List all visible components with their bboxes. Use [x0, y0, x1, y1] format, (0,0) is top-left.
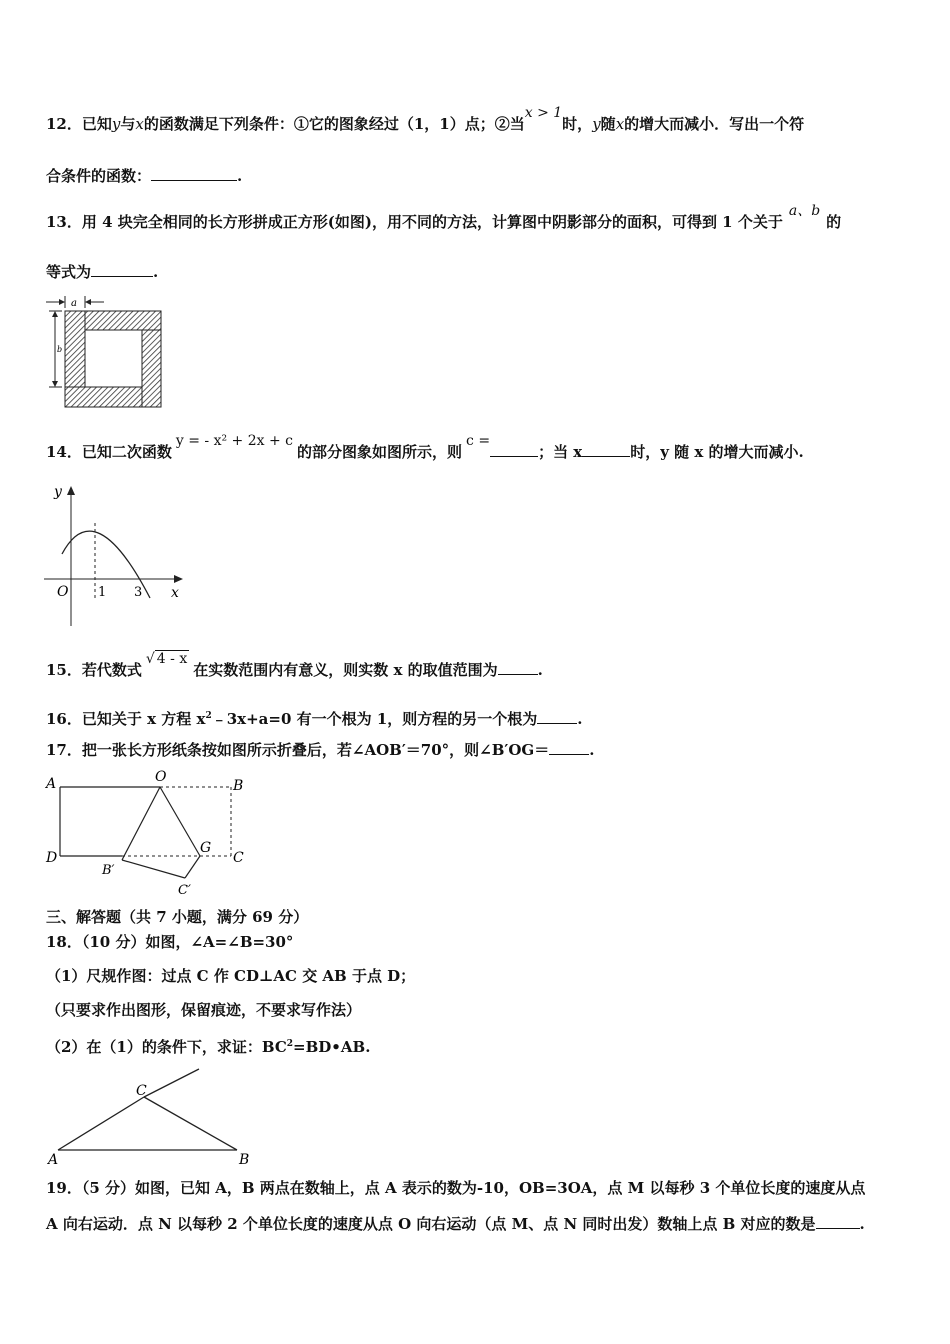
q13-vars: a、b [788, 203, 821, 219]
section-heading: 三、解答题（共 7 小题，满分 69 分） [46, 908, 309, 926]
inner-square [85, 330, 142, 387]
q12-text: . [237, 167, 243, 185]
q12-text: 合条件的函数： [46, 167, 152, 185]
answer-blank[interactable] [537, 709, 577, 724]
q12-text: 12．已知 [46, 115, 112, 133]
q17-fold-figure [40, 770, 260, 900]
q15-text: 15．若代数式 [46, 661, 142, 679]
label-1: 1 [98, 585, 107, 600]
q15-line [46, 651, 543, 681]
label-C: C [136, 1083, 147, 1099]
label-b: b [57, 345, 63, 354]
answer-blank[interactable] [582, 442, 630, 457]
label-3: 3 [134, 585, 143, 600]
q14-parabola-figure [40, 480, 190, 630]
label-B: B [233, 778, 244, 794]
q17-text: 17．把一张长方形纸条按如图所示折叠后，若∠AOB′＝70°，则∠B′OG＝ [46, 741, 550, 759]
label-C-prime: C′ [178, 883, 191, 898]
q15-text: . [537, 661, 543, 679]
q14-formula: y = - x² + 2x + c [175, 433, 294, 449]
q12-text: 与 [120, 115, 136, 133]
q18-line1: 18．（10 分）如图，∠A=∠B=30° [46, 933, 294, 951]
q13-line1 [46, 203, 842, 233]
q14-c-eq: c = [466, 433, 491, 449]
q12-condition: x > 1 [524, 105, 563, 121]
q12-var-y: y [111, 115, 121, 133]
q18-text: （2）在（1）的条件下，求证：BC [46, 1038, 287, 1056]
label-B: B [239, 1152, 250, 1168]
q18-line4 [46, 1034, 370, 1057]
q13-text: . [153, 263, 159, 281]
answer-blank[interactable] [498, 660, 538, 675]
q12-text: 的函数满足下列条件：①它的图象经过（1，1）点；②当 [143, 115, 525, 133]
label-a: a [71, 298, 77, 309]
q14-text: ；当 x [538, 443, 583, 461]
q17-line [46, 740, 594, 760]
q12-text: 时， [562, 115, 593, 133]
q18-sup: 2 [286, 1039, 294, 1049]
label-A: A [46, 776, 57, 792]
q16-text: 16．已知关于 x 方程 x [46, 710, 206, 728]
label-B-prime: B′ [102, 863, 115, 878]
q16-sup: 2 [205, 711, 212, 721]
q16-line [46, 706, 583, 729]
label-x: x [171, 585, 179, 601]
q12-line1 [46, 105, 805, 135]
q14-text: 的部分图象如图所示，则 [297, 443, 463, 461]
q16-text: . [577, 710, 583, 728]
q18-line2: （1）尺规作图：过点 C 作 CD⊥AC 交 AB 于点 D； [46, 967, 416, 985]
q13-square-figure [44, 292, 168, 412]
q12-var-x: x [615, 115, 625, 133]
q17-text: . [589, 741, 595, 759]
label-G: G [200, 840, 212, 856]
q12-text: 随 [600, 115, 616, 133]
q14-text: 14．已知二次函数 [46, 443, 172, 461]
label-y: y [54, 484, 62, 500]
q15-text: 在实数范围内有意义，则实数 x 的取值范围为 [193, 661, 498, 679]
q18-text: =BD•AB. [293, 1038, 371, 1056]
answer-blank[interactable] [816, 1214, 860, 1229]
q14-text: 时，y 随 x 的增大而减小. [630, 443, 804, 461]
q19-text: A 向右运动．点 N 以每秒 2 个单位长度的速度从点 O 向右运动（点 M、点 N 同时出发）数轴上点 B 对应的数是 [46, 1215, 816, 1233]
label-O: O [155, 769, 167, 785]
q15-radical: √ 4 - x [145, 651, 188, 667]
q13-text: 13．用 4 块完全相同的长方形拼成正方形(如图)，用不同的方法，计算图中阴影部分的面积，可得到 1 个关于 [46, 213, 783, 231]
q12-var-x: x [135, 115, 144, 133]
q13-line2 [46, 262, 158, 282]
q13-text: 等式为 [46, 263, 92, 281]
answer-blank[interactable] [490, 442, 538, 457]
q19-text: . [859, 1215, 865, 1233]
label-origin: O [57, 584, 69, 600]
answer-blank[interactable] [91, 262, 153, 277]
q13-text: 的 [826, 213, 842, 231]
label-A: A [48, 1152, 59, 1168]
q14-line [46, 433, 804, 463]
q19-line1: 19．（5 分）如图，已知 A，B 两点在数轴上，点 A 表示的数为-10，OB=3OA，点 M 以每秒 3 个单位长度的速度从点 [46, 1179, 866, 1197]
q15-radicand: 4 - x [156, 651, 188, 667]
label-C: C [233, 850, 244, 866]
q16-text: ﹣3x+a=0 有一个根为 1，则方程的另一个根为 [211, 710, 538, 728]
q19-line2 [46, 1214, 865, 1234]
q18-line3: （只要求作出图形，保留痕迹，不要求写作法） [46, 1001, 362, 1019]
q12-line2 [46, 166, 242, 186]
answer-blank[interactable] [549, 740, 589, 755]
label-D: D [46, 850, 58, 866]
answer-blank[interactable] [151, 166, 237, 181]
q12-text: 的增大而减小．写出一个符 [624, 115, 805, 133]
q18-triangle-figure [44, 1064, 259, 1168]
q12-var-y: y [592, 115, 601, 133]
